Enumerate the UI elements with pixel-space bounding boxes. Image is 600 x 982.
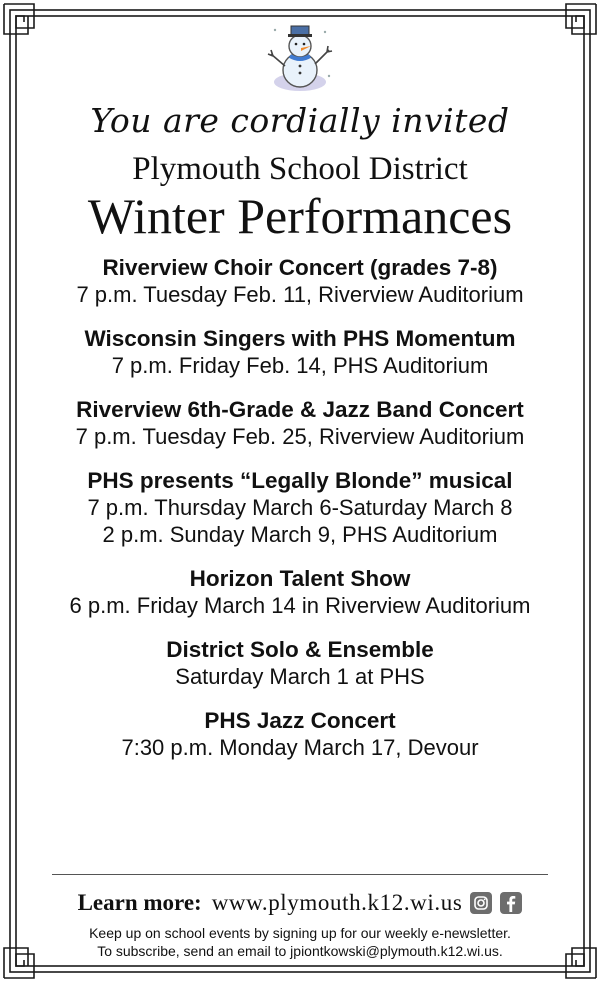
event-details: 7 p.m. Friday Feb. 14, PHS Auditorium xyxy=(111,353,489,378)
event-title: Horizon Talent Show xyxy=(189,566,411,591)
event-title: District Solo & Ensemble xyxy=(166,637,434,662)
event-item xyxy=(20,707,580,761)
event-details: 7 p.m. Thursday March 6-Saturday March 8 xyxy=(87,495,513,520)
event-details: 7:30 p.m. Monday March 17, Devour xyxy=(121,735,479,760)
website-link[interactable]: www.plymouth.k12.wi.us xyxy=(211,890,463,915)
event-details: 2 p.m. Sunday March 9, PHS Auditorium xyxy=(102,522,498,547)
learn-more-row xyxy=(30,886,570,920)
invite-line: You are cordially invited xyxy=(90,101,510,140)
event-item xyxy=(20,325,580,379)
event-item xyxy=(20,396,580,450)
event-title: PHS presents “Legally Blonde” musical xyxy=(87,468,513,493)
event-details: 7 p.m. Tuesday Feb. 11, Riverview Auditorium xyxy=(76,282,524,307)
newsletter-line-1: Keep up on school events by signing up for our weekly e-newsletter. xyxy=(89,925,511,941)
event-details: 7 p.m. Tuesday Feb. 25, Riverview Auditorium xyxy=(75,424,525,449)
event-item xyxy=(20,254,580,308)
district-name: Plymouth School District xyxy=(132,151,468,187)
learn-more-label: Learn more: xyxy=(77,890,202,915)
page-title: Winter Performances xyxy=(87,188,513,244)
invitation-body xyxy=(20,18,580,778)
snowman-icon xyxy=(263,18,337,96)
newsletter-note xyxy=(30,924,570,960)
event-details: 6 p.m. Friday March 14 in Riverview Auditorium xyxy=(69,593,531,618)
event-title: PHS Jazz Concert xyxy=(204,708,396,733)
newsletter-line-2: To subscribe, send an email to jpiontkowski@plymouth.k12.wi.us. xyxy=(97,943,503,959)
instagram-icon[interactable] xyxy=(470,892,492,914)
event-title: Wisconsin Singers with PHS Momentum xyxy=(84,326,516,351)
event-item xyxy=(20,565,580,619)
facebook-icon[interactable] xyxy=(500,892,522,914)
event-item xyxy=(20,467,580,548)
event-item xyxy=(20,636,580,690)
event-title: Riverview 6th-Grade & Jazz Band Concert xyxy=(76,397,524,422)
event-list xyxy=(20,254,580,761)
event-title: Riverview Choir Concert (grades 7-8) xyxy=(102,255,498,280)
event-details: Saturday March 1 at PHS xyxy=(175,664,425,689)
divider xyxy=(52,874,548,875)
